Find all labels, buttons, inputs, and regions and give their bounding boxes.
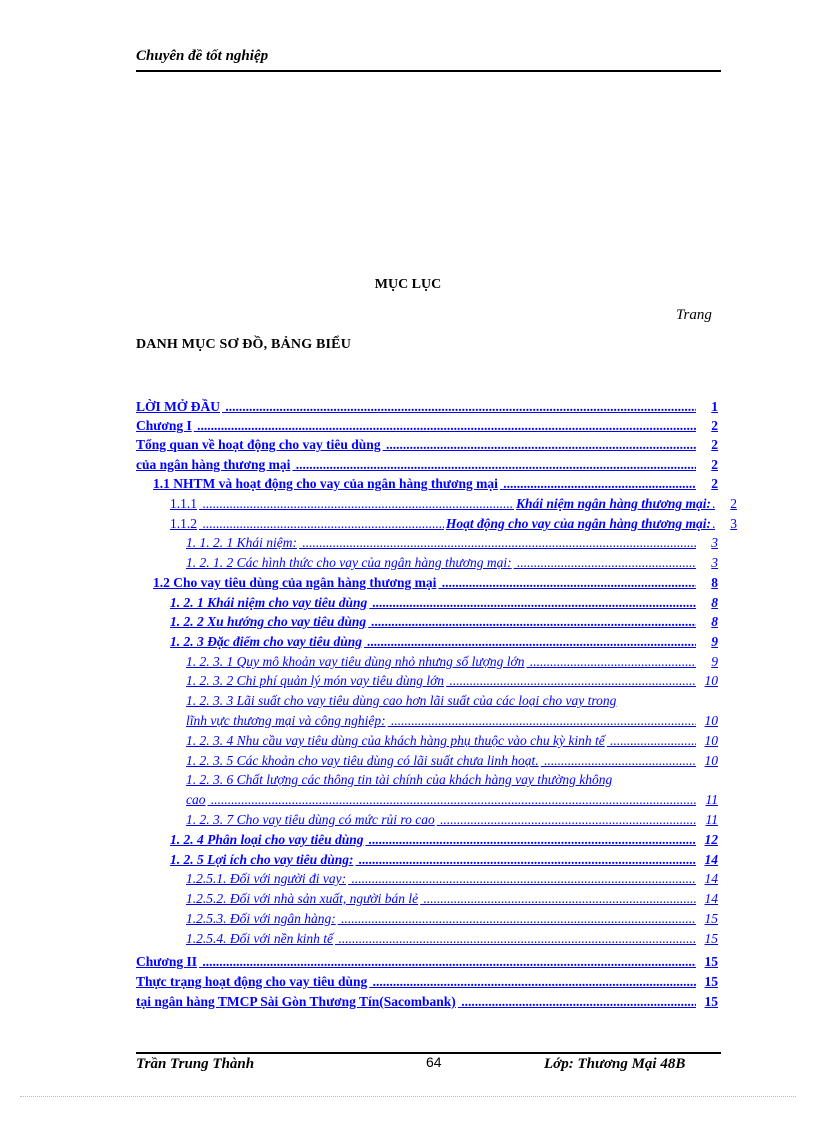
toc-entry[interactable] xyxy=(170,594,718,612)
toc-entry-label: 1. 2. 3. 5 Các khoản cho vay tiêu dùng có lãi suất chưa linh hoạt. xyxy=(186,753,539,768)
toc-entry-label: 1.2.5.3. Đối với ngân hàng: xyxy=(186,911,336,926)
toc-entry-label: 1. 2. 1 Khái niệm cho vay tiêu dùng xyxy=(170,595,368,610)
doc-title: MỤC LỤC xyxy=(374,277,442,292)
toc-entry[interactable] xyxy=(186,732,718,750)
toc-entry[interactable] xyxy=(153,475,718,493)
toc-page-number: 2 xyxy=(696,475,718,493)
toc-page-number: 14 xyxy=(696,851,718,869)
toc-entry-line[interactable]: 1. 2. 3. 3 Lãi suất cho vay tiêu dùng cao hơn lãi suất của các loại cho vay trong xyxy=(186,693,617,708)
toc-entry-label: Tổng quan về hoạt động cho vay tiêu dùng xyxy=(136,437,381,452)
toc-page-number: 12 xyxy=(696,831,718,849)
toc-page-number: 10 xyxy=(696,672,718,690)
toc-entry[interactable] xyxy=(170,633,718,651)
toc-entry[interactable] xyxy=(136,973,718,991)
page-column-label: Trang xyxy=(676,307,712,323)
toc-page-number: 15 xyxy=(696,953,718,971)
toc-entry-label: Chương I xyxy=(136,418,192,433)
toc-page-number: 15 xyxy=(696,930,718,948)
toc-entry-line[interactable]: 1. 2. 3. 6 Chất lượng các thông tin tài chính của khách hàng vay thường không xyxy=(186,772,613,787)
toc-entry-label: 1.2.5.1. Đối với người đi vay: xyxy=(186,871,347,886)
toc-entry-label: 1.2.5.4. Đối với nền kinh tế xyxy=(186,931,334,946)
toc-entry-label: Khái niệm ngân hàng thương mại: xyxy=(515,496,711,511)
toc-entry[interactable] xyxy=(136,456,718,474)
toc-page-number: 3 xyxy=(696,554,718,572)
toc-page-number: 11 xyxy=(696,811,718,829)
toc-page-number: 10 xyxy=(696,732,718,750)
list-of-figures-heading: DANH MỤC SƠ ĐỒ, BẢNG BIỂU xyxy=(136,337,352,352)
header-title: Chuyên đề tốt nghiệp xyxy=(136,48,269,64)
page-header xyxy=(136,48,721,72)
toc-entry[interactable] xyxy=(136,953,718,971)
toc-page-number: 2 xyxy=(696,456,718,474)
footer-class: Lớp: Thương Mại 48B xyxy=(544,1056,686,1072)
toc-entry[interactable] xyxy=(186,554,718,572)
toc-entry-label: 1. 2. 3. 4 Nhu cầu vay tiêu dùng của khách hàng phụ thuộc vào chu kỳ kinh tế xyxy=(186,733,605,748)
toc-page-number: 15 xyxy=(696,910,718,928)
toc-entry[interactable] xyxy=(170,613,718,631)
toc-entry[interactable] xyxy=(153,574,718,592)
toc-entry[interactable] xyxy=(186,870,718,888)
toc-page-number: 14 xyxy=(696,870,718,888)
toc-page-number: 2 xyxy=(715,495,737,513)
toc-entry[interactable] xyxy=(186,890,718,908)
toc-entry-label: 1. 1. 2. 1 Khái niệm: xyxy=(186,535,297,550)
toc-entry-label: 1.1 NHTM và hoạt động cho vay của ngân hàng thương mại xyxy=(153,476,498,491)
toc-entry[interactable] xyxy=(186,930,718,948)
footer-author: Trần Trung Thành xyxy=(136,1056,255,1072)
toc-entry-label: LỜI MỞ ĐẦU xyxy=(136,399,220,414)
toc-entry-label: 1.2 Cho vay tiêu dùng của ngân hàng thương mại xyxy=(153,575,437,590)
toc-entry-label: 1. 2. 5 Lợi ích cho vay tiêu dùng: xyxy=(170,852,354,867)
toc-entry[interactable] xyxy=(170,851,718,869)
toc-page-number: 2 xyxy=(696,436,718,454)
toc-entry-label: cao xyxy=(186,792,206,807)
toc-entry-label: Chương II xyxy=(136,954,197,969)
toc-entry-label: 1. 2. 3. 7 Cho vay tiêu dùng có mức rủi ro cao xyxy=(186,812,435,827)
toc-entry-label: tại ngân hàng TMCP Sài Gòn Thương Tín(Sacombank) xyxy=(136,994,456,1009)
toc-entry[interactable] xyxy=(186,791,718,809)
toc-page-number: 15 xyxy=(696,973,718,991)
toc-entry-label: 1. 2. 1. 2 Các hình thức cho vay của ngân hàng thương mại: xyxy=(186,555,512,570)
toc-entry[interactable] xyxy=(136,398,718,416)
toc-entry[interactable] xyxy=(170,515,737,533)
toc-page-number: 10 xyxy=(696,712,718,730)
toc-entry[interactable] xyxy=(136,417,718,435)
toc-entry-label: lĩnh vực thương mại và công nghiệp: xyxy=(186,713,386,728)
toc-entry-label: 1.2.5.2. Đối với nhà sản xuất, người bán lẻ xyxy=(186,891,419,906)
toc-page-number: 11 xyxy=(696,791,718,809)
toc-page-number: 14 xyxy=(696,890,718,908)
toc-entry[interactable] xyxy=(186,811,718,829)
toc-page-number: 3 xyxy=(696,534,718,552)
toc-entry[interactable] xyxy=(170,831,718,849)
toc-entry[interactable] xyxy=(186,712,718,730)
toc-entry[interactable] xyxy=(136,993,718,1011)
toc-entry[interactable] xyxy=(186,653,718,671)
toc-entry-label: 1. 2. 3. 2 Chi phí quản lý món vay tiêu dùng lớn xyxy=(186,673,445,688)
toc-page-number: 3 xyxy=(715,515,737,533)
toc-page-number: 9 xyxy=(696,653,718,671)
toc-entry-label: 1. 2. 3. 1 Quy mô khoản vay tiêu dùng nhỏ nhưng số lượng lớn xyxy=(186,654,525,669)
toc-page-number: 2 xyxy=(696,417,718,435)
toc-page-number: 9 xyxy=(696,633,718,651)
toc-entry[interactable] xyxy=(170,495,737,513)
toc-entry-label: 1. 2. 4 Phân loại cho vay tiêu dùng xyxy=(170,832,364,847)
toc-entry-number: 1.1.2 xyxy=(170,516,197,531)
toc-entry[interactable] xyxy=(136,436,718,454)
toc-entry[interactable] xyxy=(186,672,718,690)
footer-page-number: 64 xyxy=(426,1054,442,1070)
toc-entry-label: Hoạt động cho vay của ngân hàng thương mại: xyxy=(445,516,711,531)
toc-page-number: 10 xyxy=(696,752,718,770)
toc-entry[interactable] xyxy=(186,752,718,770)
toc-entry-label: của ngân hàng thương mại xyxy=(136,457,291,472)
toc-entry-label: 1. 2. 2 Xu hướng cho vay tiêu dùng xyxy=(170,614,367,629)
toc-page-number: 8 xyxy=(696,574,718,592)
toc-page-number: 8 xyxy=(696,613,718,631)
toc-entry[interactable] xyxy=(186,910,718,928)
toc-entry[interactable] xyxy=(186,534,718,552)
toc-page-number: 8 xyxy=(696,594,718,612)
toc-page-number: 15 xyxy=(696,993,718,1011)
toc-entry-label: 1. 2. 3 Đặc điểm cho vay tiêu dùng xyxy=(170,634,362,649)
toc-page-number: 1 xyxy=(696,398,718,416)
toc-entry-number: 1.1.1 xyxy=(170,496,197,511)
toc-entry-label: Thực trạng hoạt động cho vay tiêu dùng xyxy=(136,974,368,989)
page-break-line xyxy=(20,1096,796,1097)
